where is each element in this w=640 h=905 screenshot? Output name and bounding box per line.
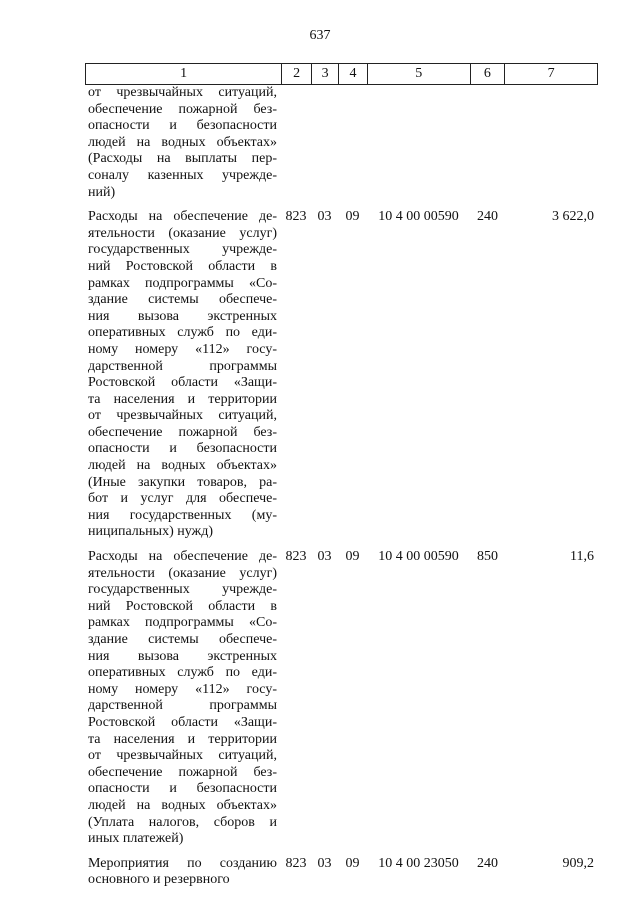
cell-subsection: 09 xyxy=(345,549,360,565)
cell-expense-type: 240 xyxy=(477,855,498,871)
cell-section xyxy=(311,85,338,201)
description-line: дарственной программы xyxy=(88,358,277,374)
description-line: людей на водных объектах» xyxy=(88,458,277,474)
description-line: дарственной программы xyxy=(88,698,277,714)
table-header-row xyxy=(85,63,598,85)
description-line: от чрезвычайных ситуаций, xyxy=(88,408,277,424)
description-line: основного и резервного xyxy=(88,872,230,888)
column-header-5: 5 xyxy=(367,64,470,84)
cell-expense-type: 850 xyxy=(477,549,498,565)
description-line: ятельности (оказание услуг) xyxy=(88,565,277,581)
cell-amount: 3 622,0 xyxy=(552,209,594,225)
cell-target-article: 10 4 00 23050 xyxy=(378,855,459,871)
row-spacer xyxy=(85,848,598,856)
description-line: та населения и территории xyxy=(88,391,277,407)
description-line: ний Ростовской области в xyxy=(88,258,277,274)
description-line: ниципальных) нужд) xyxy=(88,524,213,540)
description-line: опасности и безопасности xyxy=(88,118,277,134)
cell-expense-type: 240 xyxy=(477,209,498,225)
description-line: ному номеру «112» госу- xyxy=(88,341,277,357)
description-line: Расходы на обеспечение де- xyxy=(88,549,277,565)
page-number: 637 xyxy=(309,28,331,43)
cell-section: 03 xyxy=(317,549,332,565)
table-row xyxy=(85,856,598,889)
description-line: обеспечение пожарной без- xyxy=(88,101,277,117)
cell-target-article: 10 4 00 00590 xyxy=(378,209,459,225)
table-row xyxy=(85,549,598,848)
description-line: та населения и территории xyxy=(88,731,277,747)
cell-description xyxy=(85,856,281,889)
row-spacer xyxy=(85,201,598,209)
cell-amount: 11,6 xyxy=(570,549,594,565)
description-line: (Иные закупки товаров, ра- xyxy=(88,474,277,490)
description-line: ятельности (оказание услуг) xyxy=(88,225,277,241)
description-line: ния вызова экстренных xyxy=(88,648,277,664)
description-line: обеспечение пожарной без- xyxy=(88,764,277,780)
column-header-7: 7 xyxy=(504,64,597,84)
cell-subsection: 09 xyxy=(345,209,360,225)
description-line: Расходы на обеспечение де- xyxy=(88,209,277,225)
column-header-3: 3 xyxy=(311,64,338,84)
description-line: государственных учрежде- xyxy=(88,242,277,258)
table-row xyxy=(85,85,598,201)
column-header-6: 6 xyxy=(470,64,505,84)
description-line: здание системы обеспече- xyxy=(88,632,277,647)
description-line: рамках подпрограммы «Со- xyxy=(88,615,277,631)
cell-description xyxy=(85,85,281,201)
cell-description xyxy=(85,549,281,848)
description-line: ному номеру «112» госу- xyxy=(88,681,277,697)
cell-target-article: 10 4 00 00590 xyxy=(378,549,459,565)
cell-description xyxy=(85,209,281,541)
cell-code: 823 xyxy=(285,209,307,225)
description-line: людей на водных объектах» xyxy=(88,797,277,813)
cell-target-article xyxy=(367,85,470,201)
description-line: людей на водных объектах» xyxy=(88,134,277,150)
description-line: обеспечение пожарной без- xyxy=(88,424,277,440)
description-line: ний) xyxy=(88,184,116,200)
description-line: опасности и безопасности xyxy=(88,441,277,457)
description-line: ний Ростовской области в xyxy=(88,598,277,614)
description-line: государственных учрежде- xyxy=(88,582,277,598)
description-line: ния государственных (му- xyxy=(88,507,277,523)
description-line: оперативных служб по еди- xyxy=(88,325,277,341)
cell-subsection: 09 xyxy=(345,855,360,871)
description-line: рамках подпрограммы «Со- xyxy=(88,275,277,291)
table-row xyxy=(85,209,598,541)
column-header-1: 1 xyxy=(180,66,188,81)
column-header-4: 4 xyxy=(338,64,367,84)
description-line: здание системы обеспече- xyxy=(88,292,277,308)
description-line: (Уплата налогов, сборов и xyxy=(88,814,277,830)
description-line: соналу казенных учрежде- xyxy=(88,167,277,183)
cell-amount xyxy=(505,85,598,201)
description-line: (Расходы на выплаты пер- xyxy=(88,151,277,167)
description-line: Ростовской области «Защи- xyxy=(88,375,277,391)
table-body xyxy=(85,85,598,889)
description-line: от чрезвычайных ситуаций, xyxy=(88,748,277,764)
cell-code xyxy=(281,85,311,201)
description-line: бот и услуг для обеспече- xyxy=(88,491,277,507)
column-header-2: 2 xyxy=(281,64,311,84)
cell-subsection xyxy=(338,85,367,201)
budget-table xyxy=(85,63,598,889)
description-line: от чрезвычайных ситуаций, xyxy=(88,85,277,100)
cell-section: 03 xyxy=(317,209,332,225)
cell-expense-type xyxy=(470,85,505,201)
description-line: оперативных служб по еди- xyxy=(88,665,277,681)
description-line: Ростовской области «Защи- xyxy=(88,714,277,730)
cell-section: 03 xyxy=(317,855,332,871)
cell-amount: 909,2 xyxy=(562,855,594,871)
description-line: ния вызова экстренных xyxy=(88,308,277,324)
row-spacer xyxy=(85,541,598,549)
cell-code: 823 xyxy=(285,549,307,565)
cell-code: 823 xyxy=(285,855,307,871)
description-line: Мероприятия по созданию xyxy=(88,855,277,871)
description-line: опасности и безопасности xyxy=(88,781,277,797)
description-line: иных платежей) xyxy=(88,831,184,847)
